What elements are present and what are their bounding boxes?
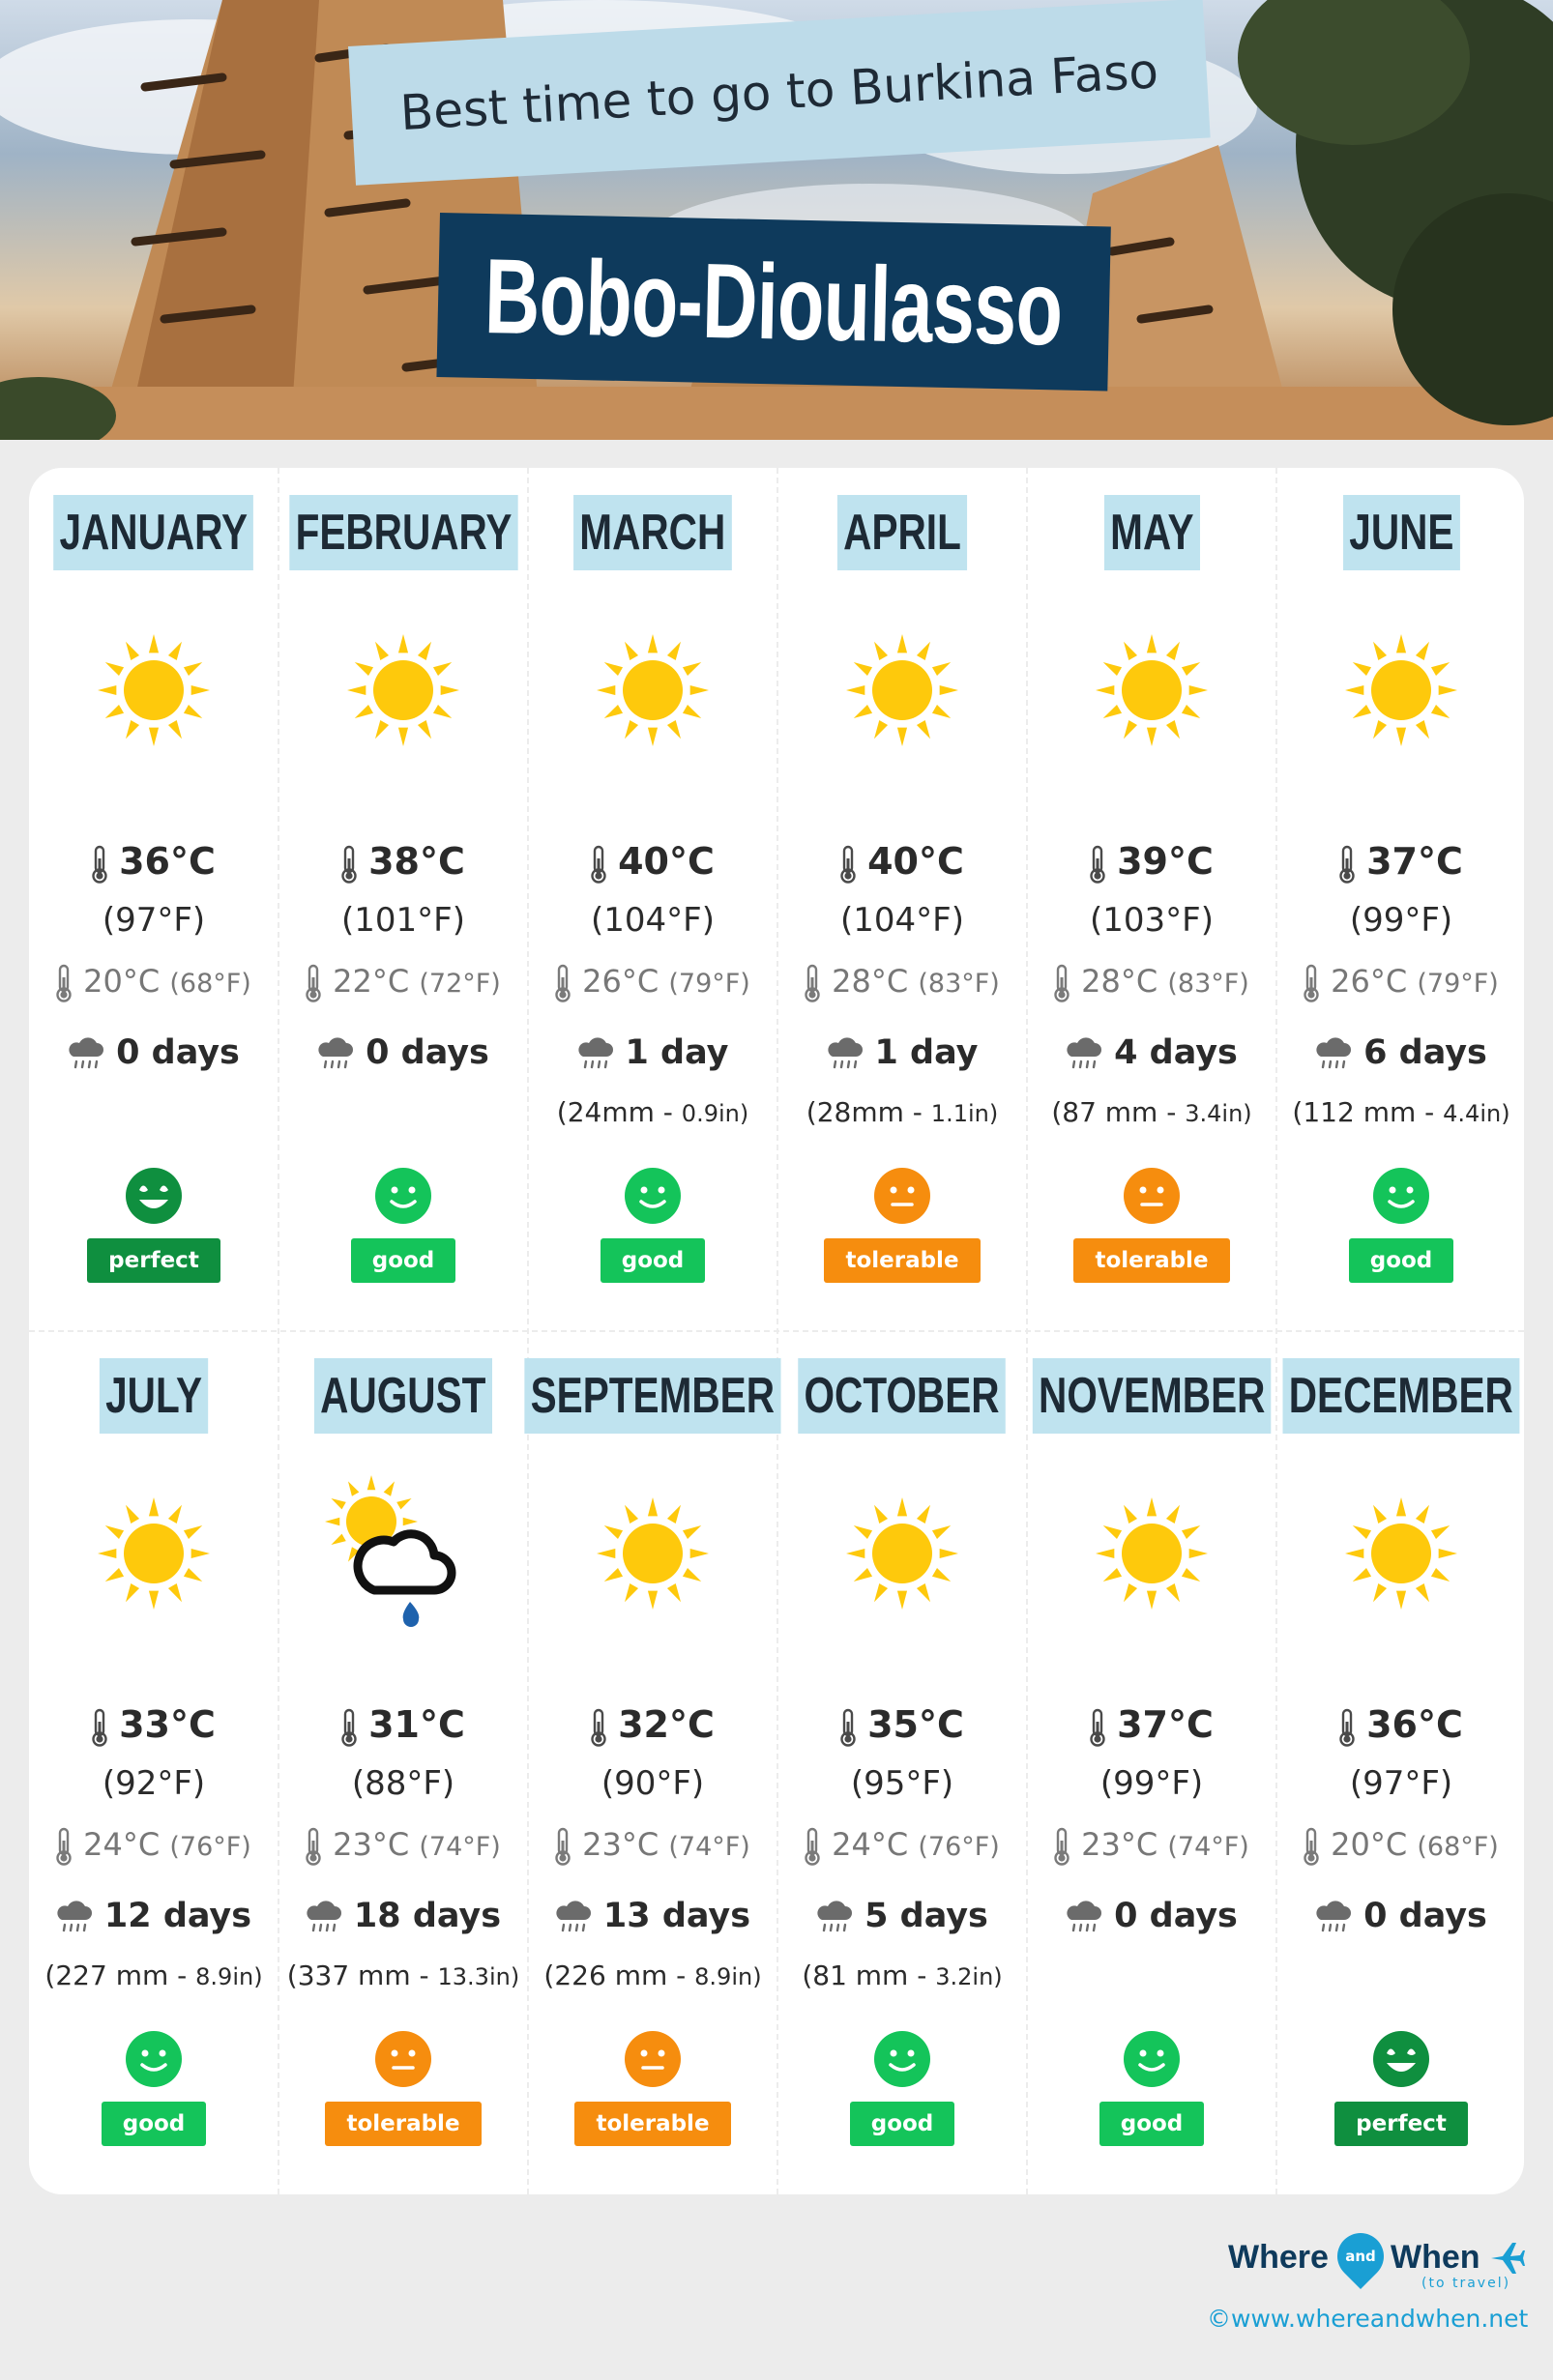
- tolerable-face-icon: [624, 2030, 682, 2088]
- max-temperature: [1276, 840, 1526, 884]
- min-temp-f: (79°F): [668, 969, 750, 999]
- month-card-december: [1276, 1331, 1526, 2194]
- rain-days-value: 4 days: [1114, 1033, 1238, 1072]
- rating-wrap: [1027, 1238, 1276, 1283]
- max-temperature: [1276, 1703, 1526, 1747]
- month-name: NOVEMBER: [1033, 1358, 1272, 1434]
- max-temp-f: (99°F): [1099, 1764, 1204, 1803]
- sun-icon: [96, 1495, 212, 1611]
- rain-cloud-icon: [1315, 1901, 1352, 1933]
- min-temp-c: 26°C: [582, 963, 659, 1000]
- thermometer-icon: [92, 1708, 107, 1747]
- thermometer-icon: [1339, 1708, 1355, 1747]
- month-name: JANUARY: [53, 495, 253, 570]
- max-temp-f: (99°F): [1349, 901, 1453, 940]
- max-temp-c: 36°C: [119, 840, 216, 883]
- month-name-wrap: [528, 1358, 777, 1434]
- sun-icon: [1343, 632, 1459, 748]
- rain-days: [1276, 1033, 1526, 1072]
- rain-days-value: 0 days: [116, 1033, 240, 1072]
- month-name-wrap: [1276, 495, 1526, 570]
- rainfall-mm: (81 mm -: [802, 1959, 936, 1991]
- max-temp-c: 40°C: [618, 840, 715, 883]
- thermometer-icon: [1054, 964, 1070, 1002]
- rainfall-in: 3.2in): [935, 1963, 1003, 1990]
- min-temp-f: (83°F): [918, 969, 1000, 999]
- good-face-icon: [1372, 1167, 1430, 1225]
- month-card-november: [1027, 1331, 1276, 2194]
- rainfall: [29, 1959, 278, 1991]
- thermometer-icon: [306, 1827, 321, 1866]
- perfect-face-icon: [125, 1167, 183, 1225]
- rain-days-value: 12 days: [103, 1897, 252, 1935]
- thermometer-icon: [555, 964, 571, 1002]
- thermometer-icon: [805, 964, 820, 1002]
- rainfall: [278, 1959, 528, 1991]
- max-temp-c: 31°C: [368, 1703, 465, 1746]
- sun-icon: [595, 632, 711, 748]
- rain-days-value: 0 days: [1114, 1897, 1238, 1935]
- rainfall: [1027, 1096, 1276, 1128]
- rainfall-mm: (28mm -: [806, 1096, 931, 1128]
- max-temp-c: 33°C: [119, 1703, 216, 1746]
- min-temp-f: (76°F): [169, 1832, 251, 1862]
- month-name-wrap: [1276, 1358, 1526, 1434]
- month-card-may: [1027, 468, 1276, 1331]
- month-name-wrap: [29, 1358, 278, 1434]
- rating-wrap: [1276, 1238, 1526, 1283]
- min-temp-c: 24°C: [832, 1826, 909, 1863]
- rating-wrap: [1276, 2102, 1526, 2146]
- rain-days-value: 5 days: [864, 1897, 988, 1935]
- sun-icon: [1094, 632, 1210, 748]
- month-card-june: [1276, 468, 1526, 1331]
- page-title: Bobo-Dioulasso: [483, 236, 1064, 367]
- min-temp-f: (68°F): [169, 969, 251, 999]
- min-temp-f: (83°F): [1167, 969, 1249, 999]
- thermometer-icon: [840, 845, 856, 884]
- month-name-wrap: [29, 495, 278, 570]
- rating-wrap: [278, 2102, 528, 2146]
- sun-cloud-rain-icon: [345, 1495, 461, 1611]
- min-temperature: [29, 1826, 278, 1866]
- rating-badge: good: [1099, 2102, 1205, 2146]
- max-temp-f: (92°F): [102, 1764, 206, 1803]
- rain-cloud-icon: [1315, 1037, 1352, 1070]
- rain-days: [528, 1033, 777, 1072]
- month-card-august: [278, 1331, 528, 2194]
- tolerable-face-icon: [374, 2030, 432, 2088]
- rainfall-in: 0.9in): [681, 1100, 749, 1127]
- min-temp-f: (74°F): [668, 1832, 750, 1862]
- max-temperature: [528, 840, 777, 884]
- month-name-wrap: [1027, 495, 1276, 570]
- thermometer-icon: [341, 845, 357, 884]
- subtitle: Best time to go to Burkina Faso: [398, 43, 1160, 142]
- month-name: DECEMBER: [1283, 1358, 1520, 1434]
- sun-icon: [1094, 1495, 1210, 1611]
- max-temperature: [777, 1703, 1027, 1747]
- thermometer-icon: [92, 845, 107, 884]
- rating-badge: tolerable: [574, 2102, 730, 2146]
- tolerable-face-icon: [1123, 1167, 1181, 1225]
- brand-logo[interactable]: [1228, 2233, 1518, 2291]
- rain-days: [528, 1897, 777, 1935]
- max-temperature: [278, 840, 528, 884]
- month-card-february: [278, 468, 528, 1331]
- rainfall-mm: (226 mm -: [543, 1959, 695, 1991]
- airplane-icon: [1487, 2237, 1526, 2276]
- max-temperature: [29, 1703, 278, 1747]
- thermometer-icon: [840, 1708, 856, 1747]
- rain-days: [278, 1897, 528, 1935]
- rain-days: [777, 1897, 1027, 1935]
- max-temp-f: (101°F): [341, 901, 465, 940]
- rating-badge: perfect: [87, 1238, 220, 1283]
- rainfall-in: 8.9in): [694, 1963, 762, 1990]
- min-temp-f: (79°F): [1417, 969, 1499, 999]
- month-name: MARCH: [573, 495, 731, 570]
- min-temp-c: 28°C: [1081, 963, 1158, 1000]
- min-temperature: [777, 963, 1027, 1002]
- max-temp-c: 37°C: [1366, 840, 1463, 883]
- logo-where: Where: [1228, 2239, 1329, 2276]
- rain-days: [29, 1033, 278, 1072]
- max-temp-c: 35°C: [867, 1703, 964, 1746]
- month-name-wrap: [777, 495, 1027, 570]
- logo-subtitle: (to travel): [1421, 2276, 1511, 2291]
- rain-cloud-icon: [577, 1037, 614, 1070]
- rating-badge: good: [102, 2102, 207, 2146]
- min-temperature: [1276, 1826, 1526, 1866]
- rating-wrap: [777, 2102, 1027, 2146]
- min-temp-f: (72°F): [419, 969, 501, 999]
- min-temperature: [278, 1826, 528, 1866]
- min-temp-c: 23°C: [333, 1826, 410, 1863]
- thermometer-icon: [56, 964, 72, 1002]
- rainfall: [777, 1959, 1027, 1991]
- rainfall-mm: (112 mm -: [1292, 1096, 1444, 1128]
- min-temp-c: 20°C: [1331, 1826, 1408, 1863]
- good-face-icon: [873, 2030, 931, 2088]
- rating-badge: tolerable: [824, 1238, 980, 1283]
- min-temperature: [29, 963, 278, 1002]
- thermometer-icon: [56, 1827, 72, 1866]
- rain-days: [1027, 1033, 1276, 1072]
- max-temperature: [777, 840, 1027, 884]
- rainfall-in: 4.4in): [1443, 1100, 1510, 1127]
- min-temperature: [1027, 1826, 1276, 1866]
- rain-days: [777, 1033, 1027, 1072]
- month-card-march: [528, 468, 777, 1331]
- month-card-october: [777, 1331, 1027, 2194]
- rating-badge: perfect: [1334, 2102, 1468, 2146]
- rain-cloud-icon: [827, 1037, 864, 1070]
- rating-badge: tolerable: [325, 2102, 481, 2146]
- thermometer-icon: [591, 1708, 606, 1747]
- rain-cloud-icon: [1066, 1901, 1102, 1933]
- max-temp-f: (97°F): [1349, 1764, 1453, 1803]
- thermometer-icon: [591, 845, 606, 884]
- sun-icon: [844, 632, 960, 748]
- max-temperature: [1027, 1703, 1276, 1747]
- month-name: AUGUST: [314, 1358, 492, 1434]
- rating-badge: good: [1349, 1238, 1454, 1283]
- month-name-wrap: [1027, 1358, 1276, 1434]
- thermometer-icon: [1090, 1708, 1105, 1747]
- rating-wrap: [29, 1238, 278, 1283]
- rainfall-in: 1.1in): [930, 1100, 999, 1127]
- max-temp-f: (97°F): [102, 901, 206, 940]
- month-name-wrap: [278, 495, 528, 570]
- rain-days: [29, 1897, 278, 1935]
- month-name: MAY: [1104, 495, 1200, 570]
- min-temperature: [1276, 963, 1526, 1002]
- month-card-january: [29, 468, 278, 1331]
- copyright-link[interactable]: ©www.whereandwhen.net: [1207, 2305, 1529, 2333]
- min-temperature: [1027, 963, 1276, 1002]
- max-temp-f: (88°F): [351, 1764, 455, 1803]
- month-card-april: [777, 468, 1027, 1331]
- max-temperature: [1027, 840, 1276, 884]
- min-temp-c: 20°C: [83, 963, 161, 1000]
- rain-cloud-icon: [56, 1901, 93, 1933]
- month-name: OCTOBER: [799, 1358, 1007, 1434]
- good-face-icon: [125, 2030, 183, 2088]
- month-name: JUNE: [1343, 495, 1460, 570]
- title-banner: [436, 213, 1110, 391]
- max-temp-c: 37°C: [1117, 1703, 1214, 1746]
- max-temp-c: 38°C: [368, 840, 465, 883]
- thermometer-icon: [1339, 845, 1355, 884]
- month-card-july: [29, 1331, 278, 2194]
- month-name-wrap: [278, 1358, 528, 1434]
- max-temperature: [29, 840, 278, 884]
- max-temp-f: (90°F): [601, 1764, 705, 1803]
- max-temperature: [528, 1703, 777, 1747]
- logo-and: and: [1345, 2248, 1376, 2265]
- rain-cloud-icon: [555, 1901, 592, 1933]
- rainfall: [1276, 1096, 1526, 1128]
- rating-wrap: [528, 2102, 777, 2146]
- rating-badge: good: [601, 1238, 706, 1283]
- rain-days-value: 13 days: [602, 1897, 751, 1935]
- min-temp-c: 28°C: [832, 963, 909, 1000]
- rain-days-value: 1 day: [874, 1033, 979, 1072]
- rain-days-value: 0 days: [1363, 1897, 1487, 1935]
- rating-badge: good: [351, 1238, 456, 1283]
- rating-wrap: [528, 1238, 777, 1283]
- good-face-icon: [374, 1167, 432, 1225]
- logo-when: When: [1391, 2239, 1480, 2276]
- month-name: SEPTEMBER: [525, 1358, 781, 1434]
- rainfall-mm: (227 mm -: [44, 1959, 196, 1991]
- rain-cloud-icon: [1066, 1037, 1102, 1070]
- thermometer-icon: [1054, 1827, 1070, 1866]
- rain-days-value: 1 day: [625, 1033, 729, 1072]
- min-temp-c: 22°C: [333, 963, 410, 1000]
- max-temp-f: (103°F): [1090, 901, 1214, 940]
- min-temp-f: (74°F): [1167, 1832, 1249, 1862]
- min-temperature: [528, 1826, 777, 1866]
- rain-days-value: 6 days: [1363, 1033, 1487, 1072]
- max-temp-c: 39°C: [1117, 840, 1214, 883]
- min-temp-c: 23°C: [582, 1826, 659, 1863]
- month-name: JULY: [100, 1358, 208, 1434]
- sun-icon: [345, 632, 461, 748]
- min-temperature: [528, 963, 777, 1002]
- perfect-face-icon: [1372, 2030, 1430, 2088]
- min-temp-f: (76°F): [918, 1832, 1000, 1862]
- min-temp-c: 24°C: [83, 1826, 161, 1863]
- thermometer-icon: [306, 964, 321, 1002]
- max-temperature: [278, 1703, 528, 1747]
- max-temp-c: 32°C: [618, 1703, 715, 1746]
- month-name: APRIL: [837, 495, 967, 570]
- rain-days-value: 18 days: [353, 1897, 502, 1935]
- rating-wrap: [777, 1238, 1027, 1283]
- max-temp-f: (95°F): [850, 1764, 954, 1803]
- logo-pin-icon: [1328, 2223, 1393, 2289]
- rainfall-mm: (24mm -: [556, 1096, 682, 1128]
- min-temp-f: (74°F): [419, 1832, 501, 1862]
- month-name-wrap: [528, 495, 777, 570]
- rainfall: [528, 1096, 777, 1128]
- min-temp-f: (68°F): [1417, 1832, 1499, 1862]
- rain-days: [1276, 1897, 1526, 1935]
- rainfall-mm: (337 mm -: [286, 1959, 438, 1991]
- month-card-september: [528, 1331, 777, 2194]
- max-temp-f: (104°F): [840, 901, 964, 940]
- sun-icon: [96, 632, 212, 748]
- rain-days: [1027, 1897, 1276, 1935]
- rainfall: [777, 1096, 1027, 1128]
- rain-cloud-icon: [816, 1901, 853, 1933]
- max-temp-c: 40°C: [867, 840, 964, 883]
- sun-icon: [844, 1495, 960, 1611]
- rating-wrap: [278, 1238, 528, 1283]
- hero-banner: [0, 0, 1553, 440]
- rainfall: [528, 1959, 777, 1991]
- rainfall-in: 13.3in): [437, 1963, 520, 1990]
- min-temperature: [278, 963, 528, 1002]
- thermometer-icon: [341, 1708, 357, 1747]
- min-temp-c: 23°C: [1081, 1826, 1158, 1863]
- good-face-icon: [624, 1167, 682, 1225]
- max-temp-c: 36°C: [1366, 1703, 1463, 1746]
- good-face-icon: [1123, 2030, 1181, 2088]
- rainfall-mm: (87 mm -: [1051, 1096, 1186, 1128]
- tolerable-face-icon: [873, 1167, 931, 1225]
- sun-icon: [1343, 1495, 1459, 1611]
- rating-wrap: [1027, 2102, 1276, 2146]
- min-temp-c: 26°C: [1331, 963, 1408, 1000]
- thermometer-icon: [1304, 1827, 1319, 1866]
- rain-cloud-icon: [317, 1037, 354, 1070]
- thermometer-icon: [805, 1827, 820, 1866]
- month-name: FEBRUARY: [289, 495, 517, 570]
- rainfall-in: 8.9in): [195, 1963, 263, 1990]
- rain-cloud-icon: [306, 1901, 342, 1933]
- thermometer-icon: [555, 1827, 571, 1866]
- rainfall-in: 3.4in): [1185, 1100, 1252, 1127]
- sun-icon: [595, 1495, 711, 1611]
- rain-days: [278, 1033, 528, 1072]
- rating-badge: good: [850, 2102, 955, 2146]
- rating-badge: tolerable: [1073, 1238, 1229, 1283]
- thermometer-icon: [1090, 845, 1105, 884]
- min-temperature: [777, 1826, 1027, 1866]
- max-temp-f: (104°F): [591, 901, 715, 940]
- month-name-wrap: [777, 1358, 1027, 1434]
- rain-cloud-icon: [68, 1037, 104, 1070]
- rating-wrap: [29, 2102, 278, 2146]
- rain-days-value: 0 days: [366, 1033, 489, 1072]
- thermometer-icon: [1304, 964, 1319, 1002]
